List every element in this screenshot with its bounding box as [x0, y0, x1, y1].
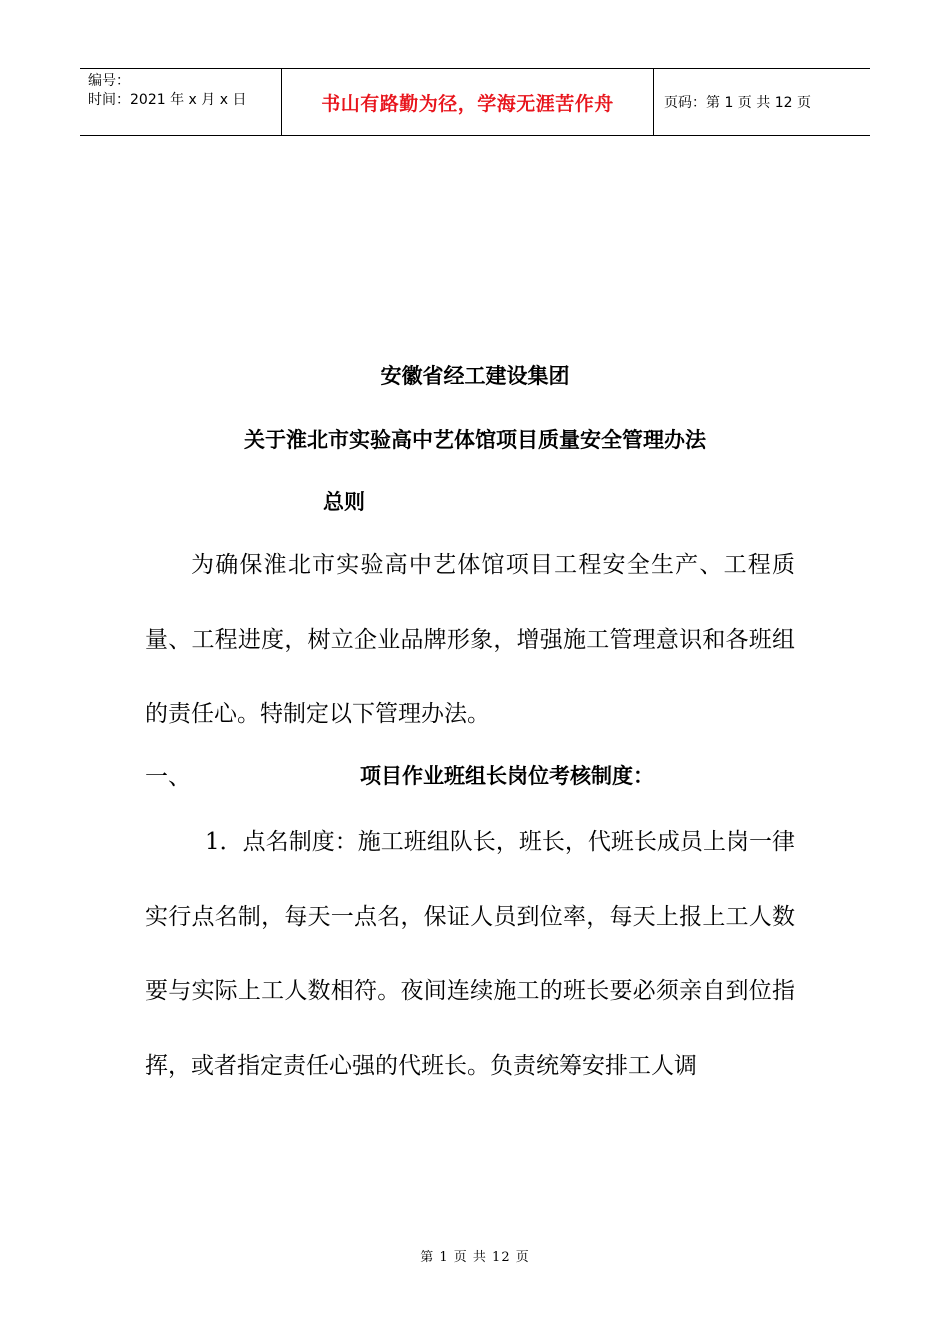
page-header — [80, 68, 870, 136]
page-footer: 第 1 页 共 12 页 — [420, 1250, 530, 1265]
general-paragraph: 为确保淮北市实验高中艺体馆项目工程安全生产、工程质量、工程进度，树立企业品牌形象，增强施工管理意识和各班组的责任心。特制定以下管理办法。 — [145, 552, 795, 727]
header-meta — [80, 69, 282, 135]
section-heading-1: 项目作业班组长岗位考核制度： — [360, 764, 654, 788]
header-page-info: 页码：第 1 页 共 12 页 — [664, 95, 811, 111]
item-1-paragraph: 1．点名制度：施工班组队长，班长，代班长成员上岗一律实行点名制，每天一点名，保证人员到位率，每天上报上工人数要与实际上工人数相符。夜间连续施工的班长要必须亲自到位指挥，或者指定责任心强的代班长。负责统筹安排工人调 — [145, 829, 795, 1079]
document-title-main: 关于淮北市实验高中艺体馆项目质量安全管理办法 — [244, 428, 706, 452]
header-motto: 书山有路勤为径，学海无涯苦作舟 — [282, 69, 654, 135]
section-number-1: 一、 — [145, 764, 191, 790]
document-title-organization: 安徽省经工建设集团 — [380, 364, 570, 388]
document-number-label: 编号： — [88, 73, 130, 89]
document-time-label: 时间：2021 年 x 月 x 日 — [88, 92, 247, 108]
section-heading-general: 总则 — [323, 490, 365, 514]
